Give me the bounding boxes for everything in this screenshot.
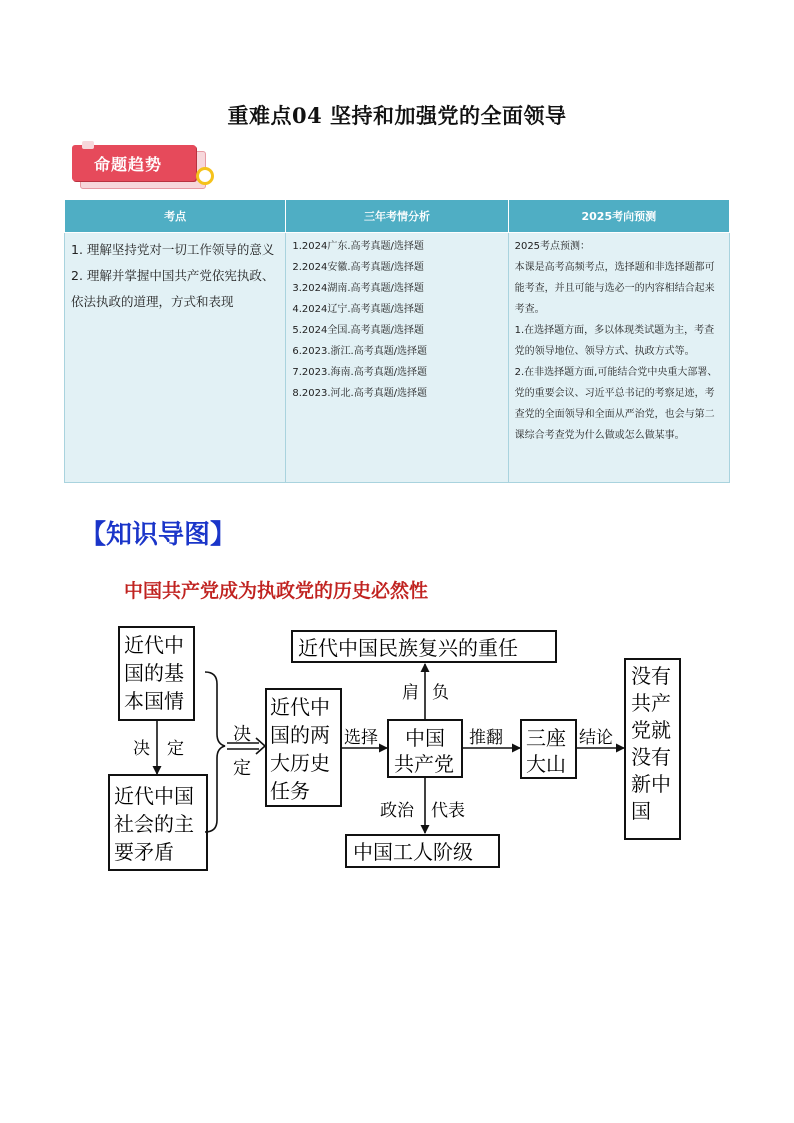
- decides-vertical-label: 决 定: [133, 739, 184, 759]
- section-heading: 【知识导图】: [80, 520, 237, 550]
- forecast-item: 本课是高考高频考点，选择题和非选择题都可能考查，并且可能与选必一的内容相结合起来考查。: [514, 262, 715, 315]
- kaodian-item: 1. 理解坚持党对一切工作领导的意义: [71, 242, 275, 257]
- decides-side-label: 决 定: [233, 724, 251, 779]
- badge-ring-icon: [196, 167, 214, 185]
- analysis-item: 2.2024安徽.高考真题/选择题: [292, 262, 424, 273]
- forecast-item: 1.在选择题方面，多以体现类试题为主，考查党的领导地位、领导方式、执政方式等。: [514, 325, 715, 357]
- diagram-title: 中国共产党成为执政党的历史必然性: [124, 580, 429, 602]
- badge-label: 命题趋势: [94, 155, 163, 174]
- forecast-item: 2025考点预测：: [514, 241, 591, 252]
- working-class-text: 中国工人阶级: [353, 840, 473, 864]
- analysis-item: 5.2024全国.高考真题/选择题: [292, 325, 424, 336]
- header-kaodian: 考点: [65, 200, 286, 233]
- badge-front: [72, 145, 196, 181]
- basic-situation-text: 近代中 国的基 本国情: [124, 633, 184, 713]
- knowledge-map-diagram: [100, 572, 700, 882]
- analysis-cell: [286, 233, 508, 483]
- forecast-cell: [508, 233, 729, 483]
- conclusion-label: 结论: [579, 728, 613, 748]
- analysis-item: 8.2023.河北.高考真题/选择题: [292, 388, 428, 399]
- main-contradiction-text: 近代中国 社会的主 要矛盾: [114, 784, 194, 864]
- kaodian-cell: [65, 233, 286, 483]
- choose-label: 选择: [344, 728, 378, 748]
- badge-tab: [82, 141, 94, 149]
- analysis-item: 4.2024辽宁.高考真题/选择题: [292, 304, 424, 315]
- header-analysis: 三年考情分析: [286, 200, 508, 233]
- trend-badge: [72, 145, 212, 191]
- revival-task-text: 近代中国民族复兴的重任: [298, 636, 518, 660]
- analysis-item: 3.2024湖南.高考真题/选择题: [292, 283, 424, 294]
- double-arrow-head: [256, 738, 265, 754]
- shoulder-label: 肩 负: [402, 683, 449, 703]
- three-mountains-text: 三座 大山: [526, 726, 566, 776]
- page-title: 重难点04 坚持和加强党的全面领导: [227, 103, 567, 128]
- table-row: [65, 233, 730, 483]
- two-tasks-text: 近代中 国的两 大历史 任务: [270, 695, 330, 803]
- cpc-text: 中国 共产党: [394, 726, 454, 776]
- exam-analysis-table: [64, 199, 730, 483]
- analysis-item: 7.2023.海南.高考真题/选择题: [292, 367, 428, 378]
- kaodian-item: 2. 理解并掌握中国共产党依宪执政、依法执政的道理，方式和表现: [71, 268, 275, 309]
- overthrow-label: 推翻: [469, 728, 503, 748]
- no-new-china-text: 没有 共产 党就 没有 新中 国: [631, 664, 671, 823]
- represent-label: 政治 代表: [380, 801, 465, 821]
- header-forecast: 2025考向预测: [508, 200, 729, 233]
- table-header-row: [65, 200, 730, 233]
- analysis-item: 1.2024广东.高考真题/选择题: [292, 241, 424, 252]
- forecast-item: 2.在非选择题方面,可能结合党中央重大部署、党的重要会议、习近平总书记的考察足迹，考查党的全面领导和全面从严治党，也会与第二课综合考查党为什么做或怎么做某事。: [514, 367, 718, 441]
- analysis-item: 6.2023.浙江.高考真题/选择题: [292, 346, 428, 357]
